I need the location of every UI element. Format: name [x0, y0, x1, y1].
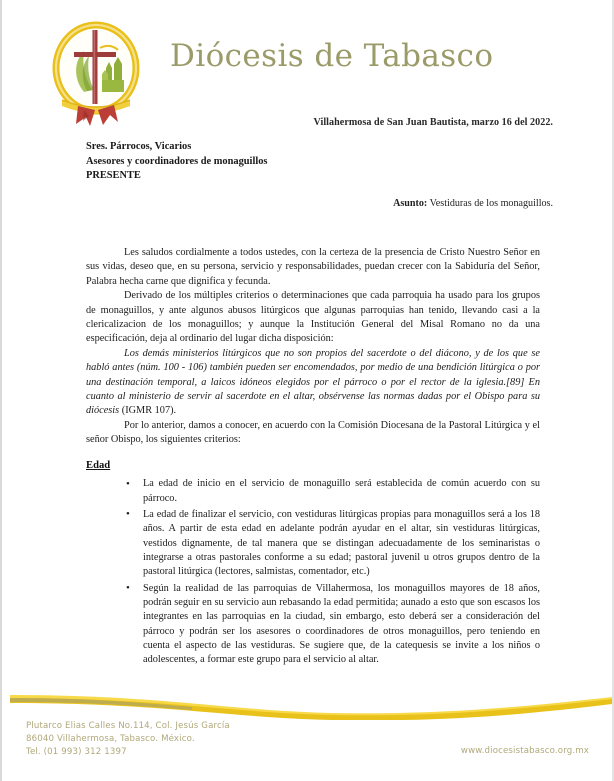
footer-address — [26, 720, 230, 760]
quote-citation: (IGMR 107). — [119, 405, 177, 417]
gold-wave-divider-icon — [2, 690, 614, 720]
dateline: Villahermosa de San Juan Bautista, marzo 16 del 2022. — [313, 117, 553, 128]
subject-label: Asunto: — [393, 198, 428, 209]
letter-content — [86, 246, 540, 670]
addressee-block — [86, 140, 267, 184]
footer-phone: Tel. (01 993) 312 1397 — [26, 747, 127, 758]
paragraph-closing: Por lo anterior, damos a conocer, en acuerdo con la Comisión Diocesana de la Pastoral Litúrgica y el señor Obispo, los siguientes criterios: — [86, 419, 540, 445]
paragraph-greeting: Les saludos cordialmente a todos ustedes, con la certeza de la presencia de Cristo Nuestro Señor en sus vidas, deseo que, en su persona, servicio y responsabilidades, puedan crecer con la Sabiduría del Señor, Palabra hecha carne que dignifica y fecunda. — [86, 247, 540, 287]
section-heading-edad: Edad — [86, 460, 111, 472]
diocese-coat-of-arms-icon — [40, 18, 152, 130]
list-item: • Según la realidad de las parroquias de Villahermosa, los monaguillos mayores de 18 años, podrán seguir en su servicio aun rebasando la edad permitida; aunado a esto que son escasos los integrantes en las parroquias en la ciudad, sin embargo, esto deberá ser a consideración del párroco y podrán ser los asesores o coordinadores de otros monaguillos, pero teniendo en cuenta el aspecto de las vestiduras. Se sugiere que, de la catequesis se invite a los niños o adolescentes, a formar este grupo para el servicio al altar. — [126, 582, 540, 668]
footer-website-link[interactable]: www.diocesistabasco.org.mx — [460, 746, 589, 756]
addressee-line-1: Sres. Párrocos, Vicarios — [86, 141, 192, 152]
page-title: Diócesis de Tabasco — [170, 38, 494, 74]
quote-text: Los demás ministerios litúrgicos que no son propios del sacerdote o del diácono, y de los que se habló antes (núm. 100 - 106) también pueden ser encomendados, por medio de una bendición litúrgica o por una destinación temporal, a laicos idóneos elegidos por el párroco o por el rector de la iglesia.[89] En cuanto al ministerio de servir al sacerdote en el altar, obsérvense las normas dadas por el Obispo para su diócesis — [86, 348, 540, 417]
footer-address-line-1: Plutarco Elias Calles No.114, Col. Jesús García — [26, 721, 230, 731]
letterhead — [2, 0, 612, 120]
footer-address-line-2: 86040 Villahermosa, Tabasco. México. — [26, 734, 195, 745]
paragraph-context: Derivado de los múltiples criterios o determinaciones que cada parroquia ha usado para los grupos de monaguillos, y ante algunos abusos litúrgicos que algunas parroquias han tenido, llevando casi a la clericalizacion de los monaguillos; y aunque la Institución General del Misal Romano no da una especificación, deja al ordinario del lugar dicha disposición: — [86, 290, 540, 345]
subject-text: Vestiduras de los monaguillos. — [427, 198, 553, 209]
addressee-line-3: PRESENTE — [86, 170, 141, 182]
subject-line — [393, 198, 553, 209]
letter-footer — [2, 690, 614, 781]
paragraph-quote — [86, 347, 540, 418]
list-item: • La edad de finalizar el servicio, con vestiduras litúrgicas propias para monaguillos será a los 18 años. A partir de esta edad en adelante podrán ayudar en el altar, sin vestiduras litúrgicas, vestidos dignamente, de tal manera que se distingan adecuadamente de los seminaristas o integrarse a otras pastorales conforme a su edad; pastoral juvenil u otros grupos dentro de la pastoral litúrgica (lectores, salmistas, comentador, etc.) — [126, 508, 540, 580]
addressee-line-2: Asesores y coordinadores de monaguillos — [86, 155, 268, 167]
list-item: • La edad de inicio en el servicio de monaguillo será establecida de común acuerdo con su párroco. — [126, 477, 540, 506]
criteria-list — [86, 477, 540, 667]
